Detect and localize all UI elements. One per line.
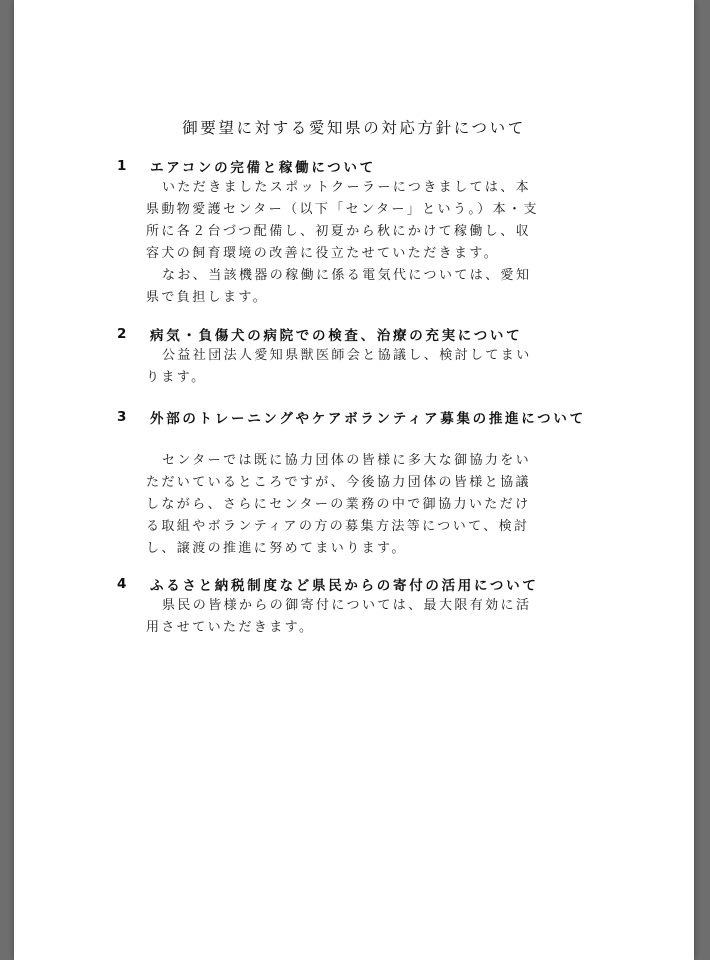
section-number: 2 (117, 326, 127, 342)
section-heading: 病気・負傷犬の病院での検査、治療の充実について (150, 328, 523, 344)
paragraph-line: 容犬の飼育環境の改善に役立たせていただきます。 (146, 246, 500, 261)
document-title: 御要望に対する愛知県の対応方針について (182, 119, 526, 137)
section-number: 3 (117, 409, 127, 425)
paragraph-line: なお、当該機器の稼働に係る電気代については、愛知 (162, 268, 532, 283)
section-heading: エアコンの完備と稼働について (150, 160, 376, 176)
paragraph-line: 県で負担します。 (146, 290, 269, 305)
section-heading: ふるさと納税制度など県民からの寄付の活用について (150, 578, 539, 594)
paragraph-line: 公益社団法人愛知県獣医師会と協議し、検討してまい (162, 348, 532, 363)
paragraph-line: 所に各２台づつ配備し、初夏から秋にかけて稼働し、収 (146, 224, 532, 239)
paragraph-line: 県動物愛護センター（以下「センター」という。）本・支 (146, 202, 539, 217)
paragraph-line: しながら、さらにセンターの業務の中で御協力いただけ (146, 497, 531, 512)
section-number: 4 (117, 576, 127, 592)
paragraph-line: いただきましたスポットクーラーにつきましては、本 (162, 180, 532, 195)
paragraph-line: る取組やボランティアの方の募集方法等について、検討 (146, 519, 530, 534)
paragraph-line: ります。 (146, 370, 207, 385)
paragraph-line: 県民の皆様からの御寄付については、最大限有効に活 (162, 598, 532, 613)
paragraph-line: ただいているところですが、今後協力団体の皆様と協議 (146, 475, 531, 490)
section-number: 1 (117, 158, 127, 174)
document-page (14, 0, 694, 960)
paragraph-line: し、譲渡の推進に努めてまいります。 (146, 541, 407, 556)
section-heading: 外部のトレーニングやケアボランティア募集の推進について (150, 411, 586, 427)
paragraph-line: センターでは既に協力団体の皆様に多大な御協力をい (162, 453, 532, 468)
paragraph-line: 用させていただきます。 (146, 620, 315, 635)
